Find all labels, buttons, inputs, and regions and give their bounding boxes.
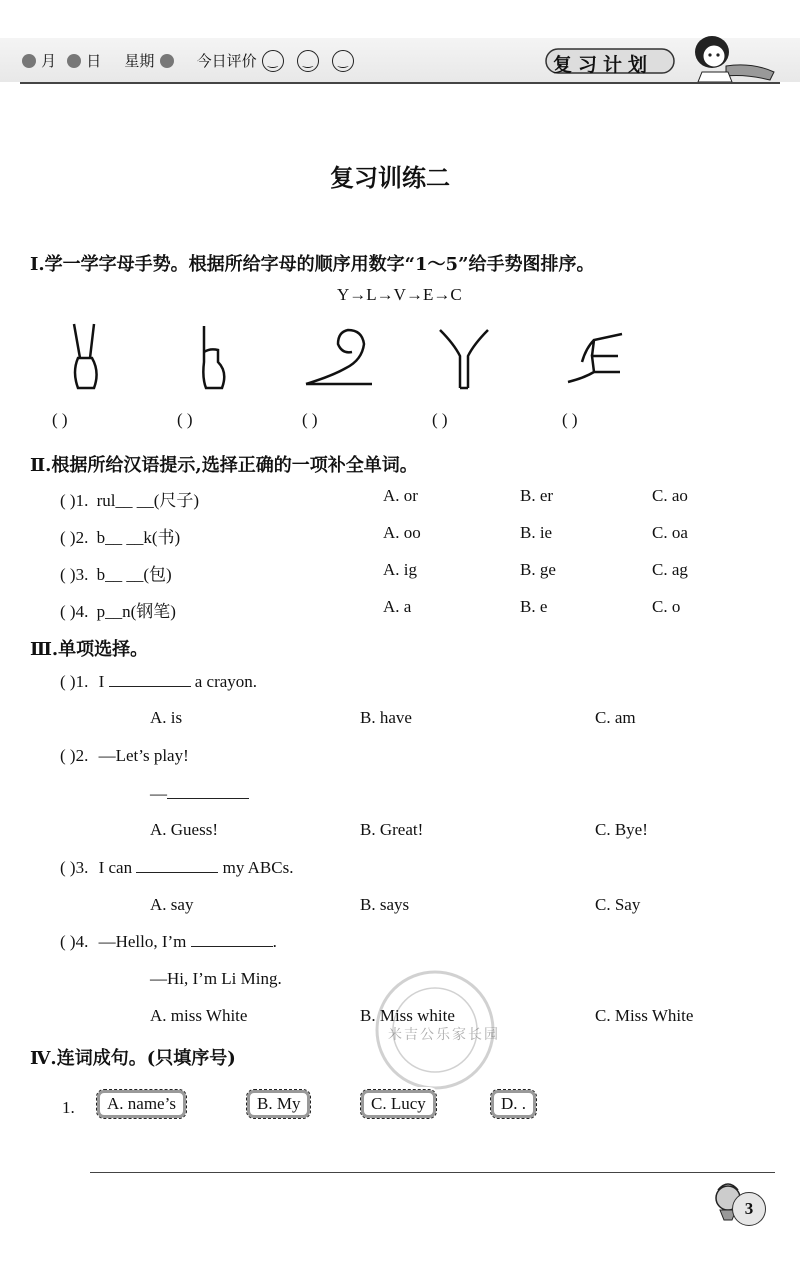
section2-title: Ⅱ.根据所给汉语提示,选择正确的一项补全单词。 bbox=[30, 455, 418, 476]
option-a: A. say bbox=[150, 895, 194, 914]
option-c: C. o bbox=[652, 597, 681, 616]
girl-reading-icon bbox=[682, 32, 778, 84]
page-number: 3 bbox=[732, 1192, 766, 1226]
smiley-icon[interactable]: ‿ bbox=[262, 50, 284, 72]
word-box[interactable]: C. Lucy bbox=[360, 1089, 437, 1119]
answer-paren[interactable]: ( ) bbox=[60, 565, 76, 584]
hand-e-icon bbox=[564, 322, 634, 392]
option-a: A. ig bbox=[383, 560, 417, 579]
rating-label: 今日评价 bbox=[196, 52, 257, 70]
section1-title: Ⅰ.学一学字母手势。根据所给字母的顺序用数字“1～5”给手势图排序。 bbox=[30, 254, 595, 275]
option-a: A. miss White bbox=[150, 1006, 248, 1025]
option-b: B. ge bbox=[520, 560, 556, 579]
option-c: C. ag bbox=[652, 560, 688, 579]
weekday-label: 星期 bbox=[124, 52, 155, 70]
day-circle bbox=[67, 54, 81, 68]
plan-badge bbox=[545, 46, 677, 76]
item-number: 1. bbox=[62, 1098, 75, 1117]
option-c: C. Say bbox=[595, 895, 641, 914]
smiley-icon[interactable]: ‿ bbox=[332, 50, 354, 72]
item-number: 4. bbox=[75, 602, 89, 621]
option-c: C. Miss White bbox=[595, 1006, 694, 1025]
option-c: C. am bbox=[595, 708, 636, 727]
weekday-circle bbox=[160, 54, 174, 68]
watermark-text: 米吉公乐家长园 bbox=[388, 1027, 500, 1043]
stem-text: —Let’s play! bbox=[98, 746, 189, 765]
item-word: rul__ __(尺子) bbox=[96, 491, 200, 510]
item-word: b__ __(包) bbox=[96, 565, 172, 584]
option-a: A. oo bbox=[383, 523, 421, 542]
stem-text: I can bbox=[98, 858, 133, 877]
smiley-icon[interactable]: ‿ bbox=[297, 50, 319, 72]
options-row bbox=[150, 895, 750, 915]
word-box[interactable]: D. . bbox=[490, 1089, 537, 1119]
answer-paren[interactable]: ( ) bbox=[60, 858, 76, 877]
question-stem bbox=[60, 858, 293, 878]
question-response bbox=[150, 784, 249, 804]
option-b: B. e bbox=[520, 597, 548, 616]
option-b: B. have bbox=[360, 708, 412, 727]
answer-paren[interactable]: ( ) bbox=[177, 410, 193, 429]
stem-text: a crayon. bbox=[194, 672, 258, 691]
option-b: B. says bbox=[360, 895, 410, 914]
option-b: B. ie bbox=[520, 523, 553, 542]
answer-paren[interactable]: ( ) bbox=[60, 491, 76, 510]
list-item bbox=[60, 523, 760, 548]
answer-paren[interactable]: ( ) bbox=[60, 932, 76, 951]
word-box[interactable]: B. My bbox=[246, 1089, 311, 1119]
option-a: A. is bbox=[150, 708, 183, 727]
option-c: C. ao bbox=[652, 486, 688, 505]
item-word: b__ __k(书) bbox=[96, 528, 181, 547]
answer-paren[interactable]: ( ) bbox=[432, 410, 448, 429]
answer-paren[interactable]: ( ) bbox=[302, 410, 318, 429]
item-number: 1. bbox=[75, 672, 89, 691]
stem-text: —Hello, I’m bbox=[98, 932, 187, 951]
options-row bbox=[150, 820, 750, 840]
list-item bbox=[60, 597, 760, 622]
options-row bbox=[150, 708, 750, 728]
hand-l-icon bbox=[188, 322, 236, 392]
day-label: 日 bbox=[86, 52, 102, 70]
footer-divider bbox=[90, 1172, 775, 1173]
header-divider bbox=[20, 82, 780, 84]
option-b: B. Great! bbox=[360, 820, 424, 839]
item-number: 2. bbox=[75, 528, 89, 547]
item-number: 3. bbox=[75, 565, 89, 584]
item-number: 2. bbox=[75, 746, 89, 765]
letter-sequence: Y→L→V→E→C bbox=[337, 285, 462, 304]
item-number: 1. bbox=[75, 491, 89, 510]
stem-text: I bbox=[98, 672, 105, 691]
plan-badge-label: 复习计划 bbox=[553, 54, 654, 76]
month-label: 月 bbox=[41, 52, 57, 70]
option-c: C. oa bbox=[652, 523, 688, 542]
hand-c-icon bbox=[302, 322, 378, 392]
month-circle bbox=[22, 54, 36, 68]
hand-v-icon bbox=[64, 322, 112, 392]
answer-blank[interactable] bbox=[109, 686, 191, 687]
answer-paren[interactable]: ( ) bbox=[60, 746, 76, 765]
option-b: B. er bbox=[520, 486, 554, 505]
question-stem: ( )4. —Hello, I’m . bbox=[60, 932, 277, 951]
option-a: A. Guess! bbox=[150, 820, 218, 839]
option-b: B. Miss white bbox=[360, 1006, 455, 1025]
section3-title: Ⅲ.单项选择。 bbox=[30, 639, 149, 660]
answer-blank[interactable] bbox=[191, 946, 273, 947]
answer-blank[interactable] bbox=[167, 798, 249, 799]
answer-paren[interactable]: ( ) bbox=[52, 410, 68, 429]
option-c: C. Bye! bbox=[595, 820, 648, 839]
answer-paren[interactable]: ( ) bbox=[60, 528, 76, 547]
option-a: A. a bbox=[383, 597, 412, 616]
stem-text: my ABCs. bbox=[222, 858, 294, 877]
list-item bbox=[60, 560, 760, 585]
stem-text: — bbox=[150, 784, 167, 803]
answer-paren[interactable]: ( ) bbox=[60, 672, 76, 691]
answer-blank[interactable] bbox=[136, 872, 218, 873]
item-number: 3. bbox=[75, 858, 89, 877]
header-date-row bbox=[22, 50, 354, 72]
word-box[interactable]: A. name’s bbox=[96, 1089, 187, 1119]
hand-y-icon bbox=[436, 322, 492, 392]
section4-title: Ⅳ.连词成句。(只填序号) bbox=[30, 1048, 236, 1069]
item-word: p__n(钢笔) bbox=[96, 602, 176, 621]
page-title: 复习训练二 bbox=[330, 166, 450, 192]
question-response: —Hi, I’m Li Ming. bbox=[150, 969, 282, 988]
list-item bbox=[60, 486, 760, 511]
answer-paren[interactable]: ( ) bbox=[562, 410, 578, 429]
question-stem bbox=[60, 672, 257, 692]
answer-paren[interactable]: ( ) bbox=[60, 602, 76, 621]
item-number: 4. bbox=[75, 932, 89, 951]
option-a: A. or bbox=[383, 486, 418, 505]
question-stem bbox=[60, 746, 189, 766]
